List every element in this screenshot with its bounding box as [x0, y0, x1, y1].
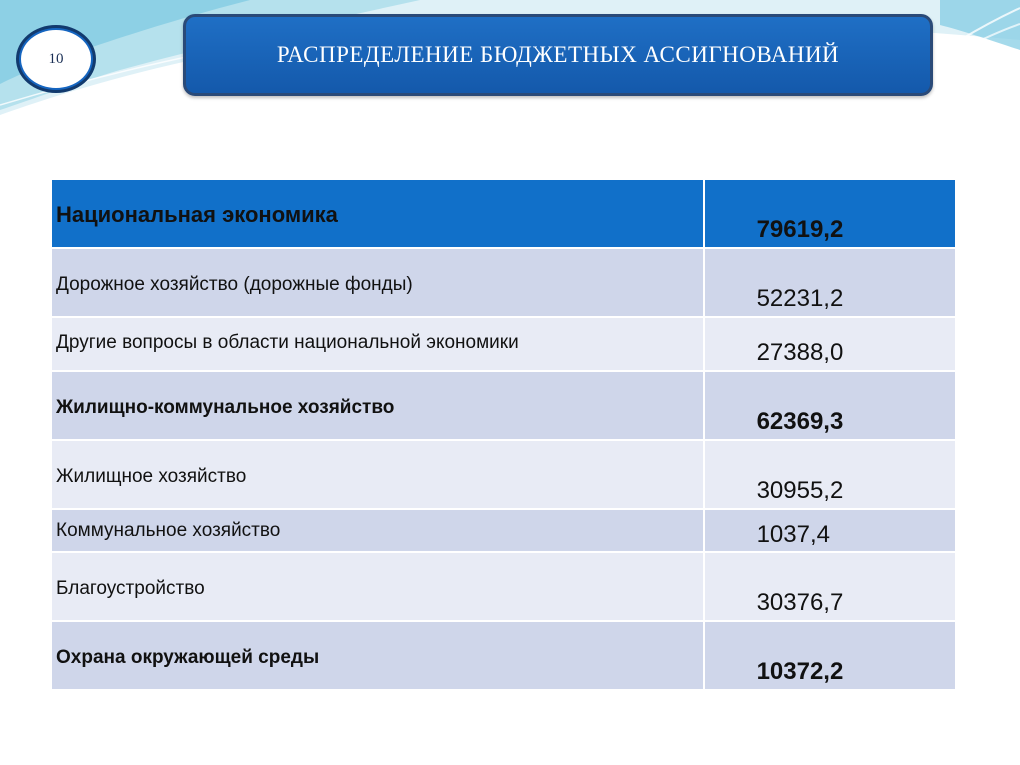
row-value: 10372,2: [756, 658, 844, 685]
row-value-cell: [704, 621, 956, 690]
row-value: 30376,7: [756, 589, 844, 616]
row-label: Другие вопросы в области национальной экономики: [56, 332, 519, 353]
slide-title-box: [183, 14, 933, 96]
row-value-cell: [704, 371, 956, 440]
row-label-cell: [51, 317, 704, 371]
row-value-cell: [704, 317, 956, 371]
table-row: [51, 509, 956, 552]
page-number: 10: [21, 30, 91, 88]
table-row: [51, 248, 956, 317]
row-value: 62369,3: [756, 408, 844, 435]
row-value-cell: [704, 552, 956, 621]
row-label: Национальная экономика: [56, 202, 338, 227]
row-label-cell: [51, 179, 704, 248]
table-row: [51, 317, 956, 371]
row-value: 52231,2: [756, 285, 844, 312]
row-label: Коммунальное хозяйство: [56, 520, 281, 541]
budget-table: [50, 178, 957, 691]
row-label: Жилищное хозяйство: [56, 466, 247, 487]
row-value-cell: [704, 179, 956, 248]
row-value-cell: [704, 440, 956, 509]
page-number-badge: [16, 25, 96, 93]
row-label-cell: [51, 621, 704, 690]
row-value: 27388,0: [756, 339, 844, 366]
row-value-cell: [704, 248, 956, 317]
table-row: [51, 179, 956, 248]
row-label-cell: [51, 371, 704, 440]
row-value: 30955,2: [756, 477, 844, 504]
table-row: [51, 440, 956, 509]
table-row: [51, 552, 956, 621]
row-label-cell: [51, 552, 704, 621]
slide-title: РАСПРЕДЕЛЕНИЕ БЮДЖЕТНЫХ АССИГНОВАНИЙ: [276, 42, 840, 67]
row-label: Благоустройство: [56, 578, 205, 599]
row-label: Жилищно-коммунальное хозяйство: [56, 397, 395, 418]
table-row: [51, 371, 956, 440]
row-label-cell: [51, 248, 704, 317]
row-value-cell: [704, 509, 956, 552]
row-value: 1037,4: [756, 521, 830, 548]
row-value: 79619,2: [756, 216, 844, 243]
row-label: Охрана окружающей среды: [56, 647, 320, 668]
row-label: Дорожное хозяйство (дорожные фонды): [56, 274, 413, 295]
row-label-cell: [51, 440, 704, 509]
row-label-cell: [51, 509, 704, 552]
table-row: [51, 621, 956, 690]
